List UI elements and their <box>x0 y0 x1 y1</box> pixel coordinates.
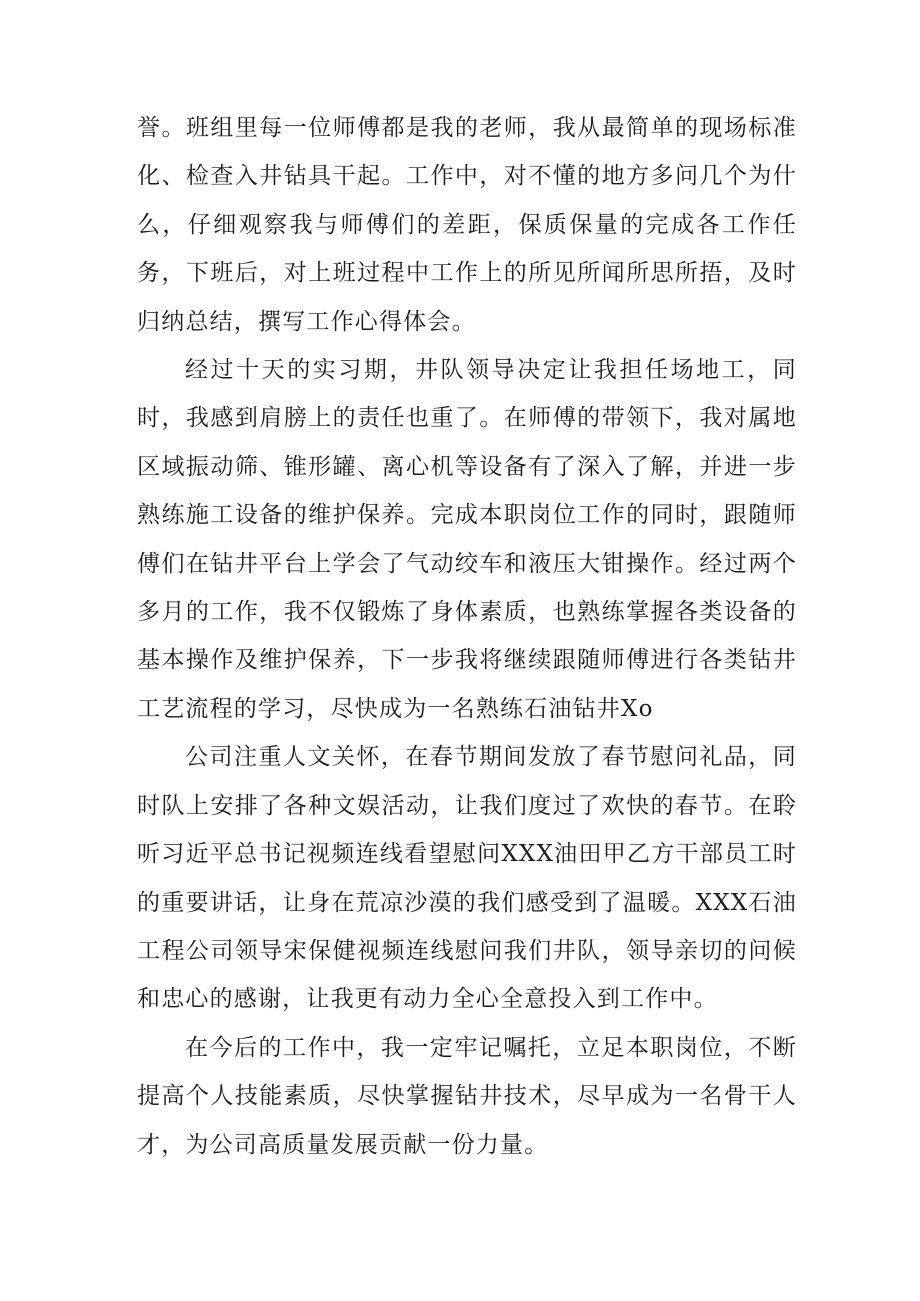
paragraph-continued: 誉。班组里每一位师傅都是我的老师，我从最简单的现场标准化、检查入井钻具干起。工作中，对不懂的地方多问几个为什么，仔细观察我与师傅们的差距，保质保量的完成各工作任务，下班后，对上班过程中工作上的所见所闻所思所捂，及时归纳总结，撰写工作心得体会。 <box>137 115 797 335</box>
paragraph-internship: 经过十天的实习期，井队领导决定让我担任场地工，同时，我感到肩膀上的责任也重了。在师傅的带领下，我对属地区域振动筛、锥形罐、离心机等设备有了深入了解，并进一步熟练施工设备的维护保养。完成本职岗位工作的同时，跟随师傅们在钻井平台上学会了气动绞车和液压大钳操作。经过两个多月的工作，我不仅锻炼了身体素质，也熟练掌握各类设备的基本操作及维护保养，下一步我将继续跟随师傅进行各类钻井工艺流程的学习，尽快成为一名熟练石油钻井Xo <box>137 357 797 722</box>
paragraph-company-care: 公司注重人文关怀，在春节期间发放了春节慰问礼品，同时队上安排了各种文娱活动，让我们度过了欢快的春节。在聆听习近平总书记视频连线看望慰问XXX油田甲乙方干部员工时的重要讲话，让身在荒凉沙漠的我们感受到了温暖。XXX石油工程公司领导宋保健视频连线慰问我们井队，领导亲切的问候和忠心的感谢，让我更有动力全心全意投入到工作中。 <box>137 744 797 1013</box>
document-body <box>137 104 797 1169</box>
paragraph-future-work: 在今后的工作中，我一定牢记嘱托，立足本职岗位，不断提高个人技能素质，尽快掌握钻井技术，尽早成为一名骨干人才，为公司高质量发展贡献一份力量。 <box>137 1034 797 1158</box>
